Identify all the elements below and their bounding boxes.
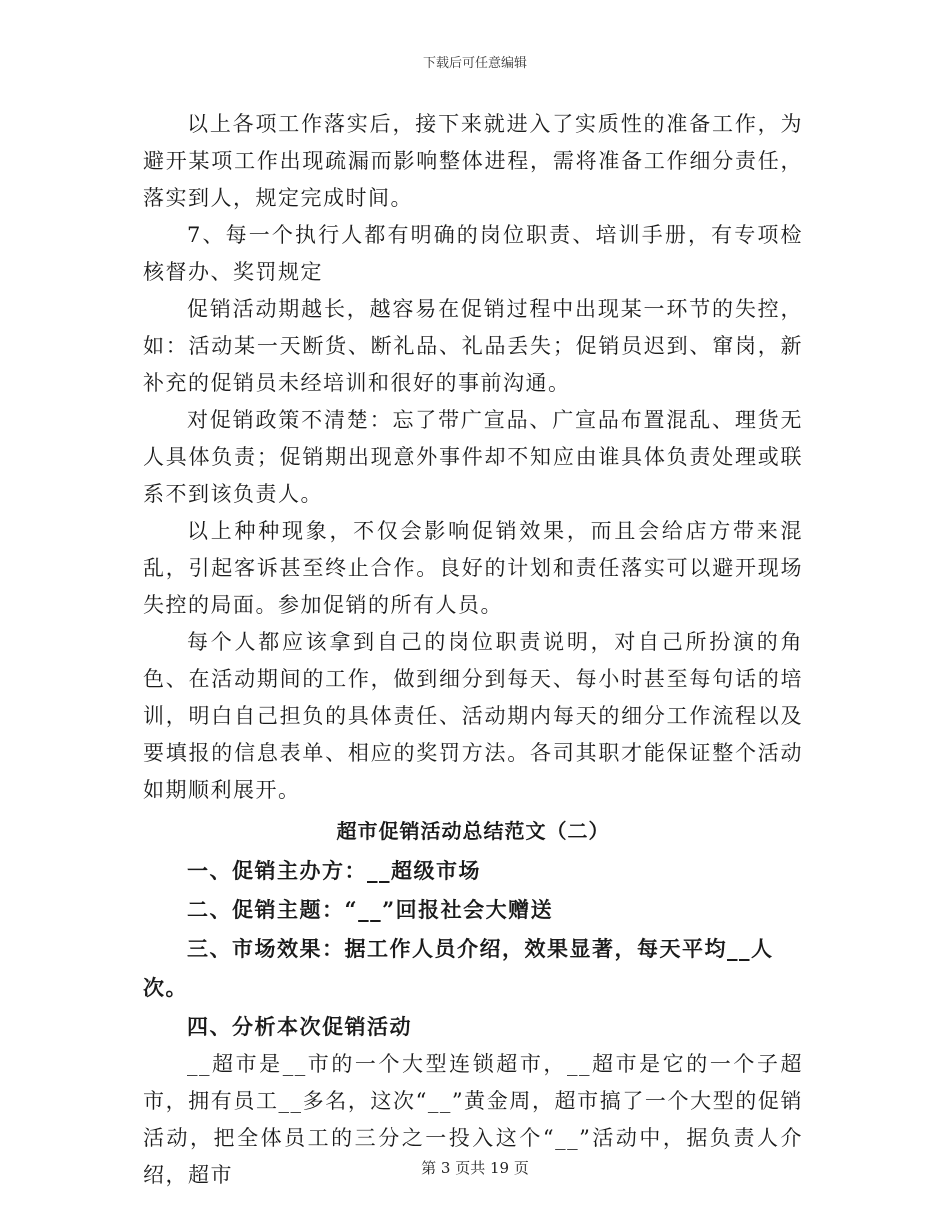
document-body <box>143 106 803 1194</box>
paragraph: 7、每一个执行人都有明确的岗位职责、培训手册，有专项检核督办、奖罚规定 <box>143 223 803 284</box>
page-header: 下载后可任意编辑 <box>422 56 527 71</box>
paragraph: 以上种种现象，不仅会影响促销效果，而且会给店方带来混乱，引起客诉甚至终止合作。良好的计划和责任落实可以避开现场失控的局面。参加促销的所有人员。 <box>143 519 803 617</box>
paragraph: 促销活动期越长，越容易在促销过程中出现某一环节的失控，如：活动某一天断货、断礼品、礼品丢失；促销员迟到、窜岗，新补充的促销员未经培训和很好的事前沟通。 <box>143 297 803 395</box>
bold-item: 四、分析本次促销活动 <box>187 1014 412 1039</box>
bold-item: 二、促销主题：“__”回报社会大赠送 <box>187 897 554 922</box>
paragraph: 以上各项工作落实后，接下来就进入了实质性的准备工作，为避开某项工作出现疏漏而影响整体进程，需将准备工作细分责任，落实到人，规定完成时间。 <box>143 112 803 210</box>
bold-item: 一、促销主办方：__超级市场 <box>187 858 481 883</box>
paragraph: 对促销政策不清楚：忘了带广宣品、广宣品布置混乱、理货无人具体负责；促销期出现意外事件却不知应由谁具体负责处理或联系不到该负责人。 <box>143 408 803 506</box>
paragraph: __超市是__市的一个大型连锁超市，__超市是它的一个子超市，拥有员工__多名，这次“__”黄金周，超市搞了一个大型的促销活动，把全体员工的三分之一投入这个“__”活动中，据负责人介绍，超市 <box>143 1052 803 1187</box>
bold-item: 三、市场效果：据工作人员介绍，效果显著，每天平均__人次。 <box>143 936 774 1000</box>
page-number: 第 3 页共 19 页 <box>421 1159 529 1177</box>
section-title: 超市促销活动总结范文（二） <box>336 819 610 843</box>
paragraph: 每个人都应该拿到自己的岗位职责说明，对自己所扮演的角色、在活动期间的工作，做到细分到每天、每小时甚至每句话的培训，明白自己担负的具体责任、活动期内每天的细分工作流程以及要填报的信息表单、相应的奖罚方法。各司其职才能保证整个活动如期顺利展开。 <box>143 630 803 802</box>
